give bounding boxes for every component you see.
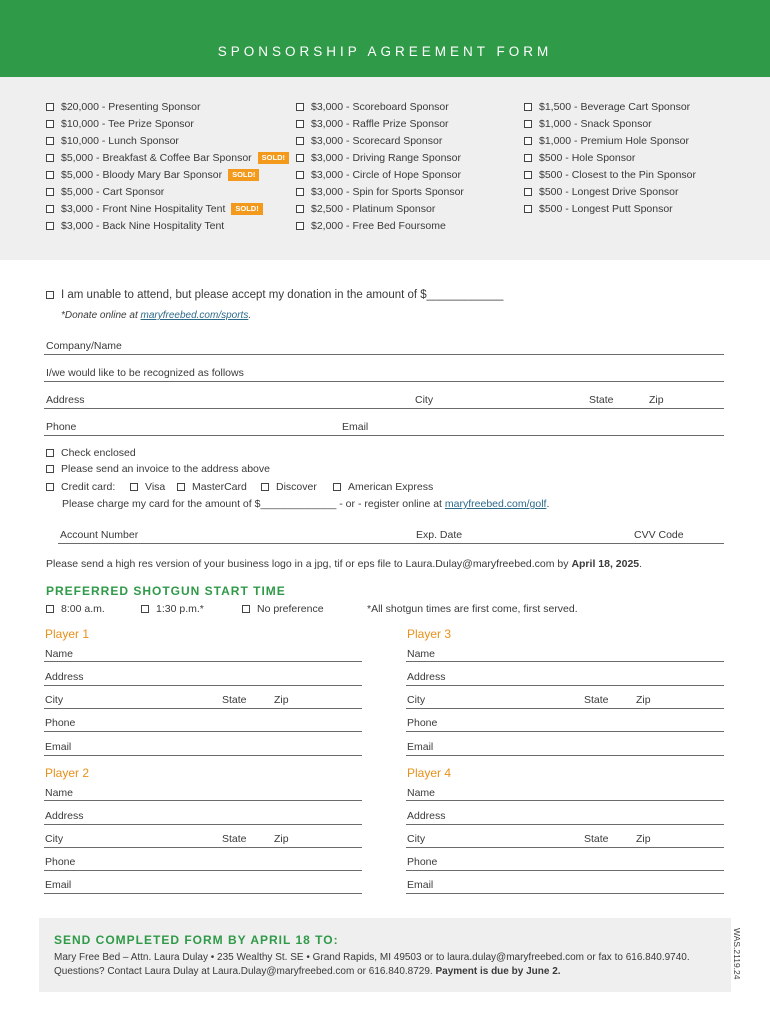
sponsorship-option[interactable] [296,98,464,115]
address-field[interactable] [44,408,724,409]
footer-mailing-address: Mary Free Bed – Attn. Laura Dulay • 235 Wealthy St. SE • Grand Rapids, MI 49503 or to laura.dulay@maryfreebed.com or fax to 616.840.9740. [54,952,690,963]
player-4-phone-label: Phone [407,856,438,868]
donation-link[interactable]: maryfreebed.com/sports [140,310,249,321]
player-1-phone-field[interactable] [44,731,362,732]
charge-suffix: . [546,498,550,510]
email-label: Email [342,421,369,433]
option-label: $500 - Longest Putt Sponsor [539,202,673,215]
player-2-email-field[interactable] [44,893,362,894]
option-label: $500 - Closest to the Pin Sponsor [539,168,697,181]
mastercard-label: MasterCard [192,481,247,493]
cvv-label: CVV Code [634,529,684,541]
player-1-phone-label: Phone [45,717,76,729]
player-2-city-label: City [45,833,64,845]
option-label: $2,000 - Free Bed Foursome [311,219,446,232]
checkbox[interactable] [296,222,304,230]
footer-contact [54,966,561,977]
header-banner [0,0,770,77]
player-4-zip-label: Zip [636,833,651,845]
sponsorship-option[interactable] [524,183,696,200]
player-2-city-field[interactable] [44,847,362,848]
checkbox[interactable] [46,171,54,179]
donation-option[interactable] [46,289,503,301]
footer-contact-text: Questions? Contact Laura Dulay at Laura.Dulay@maryfreebed.com or 616.840.8729. [54,966,436,977]
checkbox[interactable] [524,171,532,179]
logo-deadline: April 18, 2025 [571,558,640,570]
option-label: $500 - Hole Sponsor [539,151,636,164]
sponsorship-option[interactable] [46,115,289,132]
player-1-title: Player 1 [45,627,90,641]
sponsorship-option[interactable] [524,98,696,115]
player-1-name-field[interactable] [44,661,362,662]
sponsorship-option[interactable] [296,166,464,183]
charge-amount-line [62,498,549,510]
option-label: $2,500 - Platinum Sponsor [311,202,436,215]
player-1-city-label: City [45,694,64,706]
shotgun-option-label: 8:00 a.m. [61,603,105,615]
donation-label: I am unable to attend, but please accept my donation in the amount of $____________ [61,289,504,301]
checkbox[interactable] [261,483,269,491]
option-label: $3,000 - Back Nine Hospitality Tent [61,219,225,232]
option-label: $10,000 - Lunch Sponsor [61,134,179,147]
player-4-address-label: Address [407,810,446,822]
player-4-address-field[interactable] [406,824,724,825]
sponsorship-option[interactable] [46,98,289,115]
checkbox[interactable] [524,188,532,196]
amex-label: American Express [348,481,434,493]
sold-badge: SOLD! [231,203,262,215]
player-3-zip-label: Zip [636,694,651,706]
state-label: State [589,394,614,406]
sponsorship-options [0,77,770,260]
amex-option[interactable] [333,481,433,493]
player-4-email-field[interactable] [406,893,724,894]
player-2-title: Player 2 [45,766,90,780]
player-4-name-label: Name [407,787,436,799]
check-enclosed-option[interactable] [46,447,136,459]
sponsorship-option[interactable] [524,200,696,217]
shotgun-option-label: 1:30 p.m.* [156,603,204,615]
form-title: SPONSORSHIP AGREEMENT FORM [217,44,553,59]
option-label: $1,500 - Beverage Cart Sponsor [539,100,691,113]
option-label: $5,000 - Bloody Mary Bar Sponsor [61,168,223,181]
send-invoice-option[interactable] [46,463,270,475]
checkbox[interactable] [296,205,304,213]
player-3-city-field[interactable] [406,708,724,709]
sold-badge: SOLD! [258,152,289,164]
recognition-field[interactable] [44,381,724,382]
player-1-state-label: State [222,694,247,706]
player-3-title: Player 3 [407,627,452,641]
exp-date-label: Exp. Date [416,529,463,541]
checkbox[interactable] [46,291,54,299]
checkbox[interactable] [296,103,304,111]
send-invoice-label: Please send an invoice to the address above [61,463,270,475]
checkbox[interactable] [46,465,54,473]
form-code-text: WAS.2119.24 [732,928,742,980]
city-label: City [415,394,434,406]
checkbox[interactable] [46,449,54,457]
checkbox[interactable] [524,103,532,111]
player-2-name-label: Name [45,787,74,799]
sold-badge: SOLD! [228,169,259,181]
sponsorship-option[interactable] [524,149,696,166]
player-2-zip-label: Zip [274,833,289,845]
logo-suffix: . [639,558,643,570]
checkbox[interactable] [46,222,54,230]
sponsorship-option[interactable] [524,115,696,132]
sponsorship-option[interactable] [296,200,464,217]
sponsorship-option[interactable] [296,149,464,166]
visa-option[interactable] [130,481,165,493]
footer-title: SEND COMPLETED FORM BY APRIL 18 TO: [54,933,339,947]
payment-due-note: Payment is due by June 2. [435,966,561,977]
recognition-label: I/we would like to be recognized as follows [46,367,244,379]
sponsorship-option[interactable] [46,132,289,149]
checkbox[interactable] [46,137,54,145]
player-1-email-label: Email [45,741,72,753]
checkbox[interactable] [46,154,54,162]
company-name-field[interactable] [44,354,724,355]
credit-card-option[interactable] [46,481,115,493]
checkbox[interactable] [242,605,250,613]
checkbox[interactable] [524,137,532,145]
player-3-phone-field[interactable] [406,731,724,732]
player-3-name-field[interactable] [406,661,724,662]
credit-card-label: Credit card: [61,481,116,493]
footer-box [39,918,731,992]
company-name-label: Company/Name [46,340,122,352]
player-1-name-label: Name [45,648,74,660]
player-4-email-label: Email [407,879,434,891]
checkbox[interactable] [296,154,304,162]
donation-note-suffix: . [248,310,252,321]
visa-label: Visa [145,481,166,493]
logo-instructions [46,558,642,570]
sponsorship-column-1 [46,98,289,234]
logo-instructions-text: Please send a high res version of your business logo in a jpg, tif or eps file to Laura.Dulay@maryfreebed.com by [46,558,572,570]
shotgun-option-130pm[interactable] [141,603,204,615]
zip-label: Zip [649,394,664,406]
discover-label: Discover [276,481,317,493]
checkbox[interactable] [46,605,54,613]
player-4-city-field[interactable] [406,847,724,848]
donation-note [61,310,251,321]
player-2-phone-field[interactable] [44,870,362,871]
player-3-email-field[interactable] [406,755,724,756]
checkbox[interactable] [296,137,304,145]
player-4-title: Player 4 [407,766,452,780]
option-label: $5,000 - Cart Sponsor [61,185,165,198]
player-4-phone-field[interactable] [406,870,724,871]
sponsorship-option[interactable] [296,183,464,200]
checkbox[interactable] [46,120,54,128]
player-3-city-label: City [407,694,426,706]
option-label: $3,000 - Spin for Sports Sponsor [311,185,464,198]
donation-note-prefix: *Donate online at [61,310,141,321]
phone-label: Phone [46,421,77,433]
player-2-state-label: State [222,833,247,845]
checkbox[interactable] [333,483,341,491]
checkbox[interactable] [524,154,532,162]
option-label: $1,000 - Premium Hole Sponsor [539,134,689,147]
player-2-email-label: Email [45,879,72,891]
checkbox[interactable] [524,205,532,213]
player-4-name-field[interactable] [406,800,724,801]
player-1-address-label: Address [45,671,84,683]
checkbox[interactable] [46,205,54,213]
checkbox[interactable] [46,103,54,111]
player-1-zip-label: Zip [274,694,289,706]
form-code [732,928,748,988]
checkbox[interactable] [524,120,532,128]
sponsorship-option[interactable] [46,200,289,217]
checkbox[interactable] [296,120,304,128]
option-label: $3,000 - Front Nine Hospitality Tent [61,202,226,215]
option-label: $5,000 - Breakfast & Coffee Bar Sponsor [61,151,252,164]
option-label: $3,000 - Circle of Hope Sponsor [311,168,461,181]
sponsorship-option[interactable] [524,166,696,183]
sponsorship-option[interactable] [46,149,289,166]
option-label: $3,000 - Scorecard Sponsor [311,134,443,147]
option-label: $3,000 - Raffle Prize Sponsor [311,117,449,130]
player-3-name-label: Name [407,648,436,660]
option-label: $20,000 - Presenting Sponsor [61,100,201,113]
player-4-city-label: City [407,833,426,845]
sponsorship-option[interactable] [46,217,289,234]
player-2-address-field[interactable] [44,824,362,825]
player-4-state-label: State [584,833,609,845]
account-number-label: Account Number [60,529,139,541]
checkbox[interactable] [296,188,304,196]
checkbox[interactable] [46,483,54,491]
discover-option[interactable] [261,481,317,493]
player-1-city-field[interactable] [44,708,362,709]
player-2-phone-label: Phone [45,856,76,868]
shotgun-option-label: No preference [257,603,324,615]
check-enclosed-label: Check enclosed [61,447,136,459]
option-label: $1,000 - Snack Sponsor [539,117,652,130]
option-label: $3,000 - Scoreboard Sponsor [311,100,449,113]
charge-amount-text: Please charge my card for the amount of $_____________ - or - register online at [62,498,445,510]
player-3-address-field[interactable] [406,685,724,686]
player-1-address-field[interactable] [44,685,362,686]
option-label: $10,000 - Tee Prize Sponsor [61,117,194,130]
player-3-phone-label: Phone [407,717,438,729]
golf-registration-link[interactable]: maryfreebed.com/golf [444,498,547,510]
checkbox[interactable] [141,605,149,613]
sponsorship-option[interactable] [46,166,289,183]
checkbox[interactable] [177,483,185,491]
card-details-field[interactable] [58,543,724,544]
sponsorship-option[interactable] [296,217,464,234]
shotgun-option-8am[interactable] [46,603,105,615]
player-3-email-label: Email [407,741,434,753]
sponsorship-column-3 [524,98,696,217]
player-3-state-label: State [584,694,609,706]
checkbox[interactable] [296,171,304,179]
option-label: $3,000 - Driving Range Sponsor [311,151,462,164]
checkbox[interactable] [130,483,138,491]
shotgun-title: PREFERRED SHOTGUN START TIME [46,584,286,598]
phone-email-field[interactable] [44,435,724,436]
sponsorship-option[interactable] [296,115,464,132]
shotgun-option-no-preference[interactable] [242,603,324,615]
player-2-name-field[interactable] [44,800,362,801]
player-2-address-label: Address [45,810,84,822]
sponsorship-option[interactable] [296,132,464,149]
player-3-address-label: Address [407,671,446,683]
mastercard-option[interactable] [177,481,247,493]
option-label: $500 - Longest Drive Sponsor [539,185,679,198]
sponsorship-option[interactable] [46,183,289,200]
address-label: Address [46,394,85,406]
sponsorship-column-2 [296,98,464,234]
checkbox[interactable] [46,188,54,196]
sponsorship-option[interactable] [524,132,696,149]
player-1-email-field[interactable] [44,755,362,756]
shotgun-note: *All shotgun times are first come, first served. [367,603,578,615]
